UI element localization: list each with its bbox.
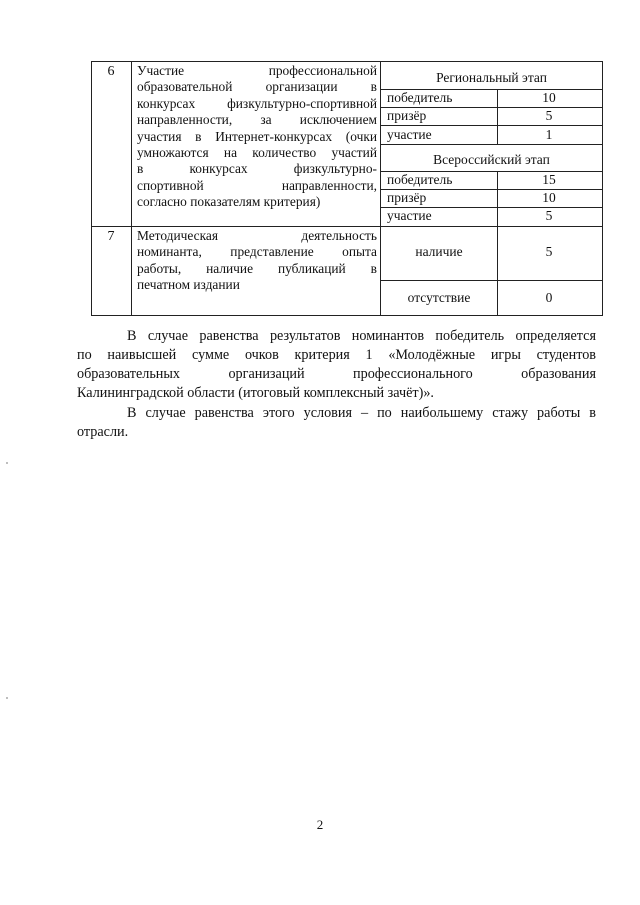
paragraph-line: В случае равенства этого условия – по наибольшему стажу работы в bbox=[127, 405, 596, 421]
description-line: в конкурсах физкультурно- bbox=[137, 161, 377, 177]
description-line: Методическая деятельность bbox=[137, 228, 377, 243]
secondary-tiebreak-paragraph bbox=[77, 404, 596, 442]
row-number: 7 bbox=[107, 229, 115, 244]
description-line: образовательной организации в bbox=[137, 79, 377, 95]
score-value: 10 bbox=[542, 90, 556, 105]
row-number: 6 bbox=[107, 64, 115, 79]
regional-stage-title: Региональный этап bbox=[436, 70, 547, 85]
description-line: согласно показателям критерия) bbox=[137, 194, 321, 210]
table-hline bbox=[380, 125, 603, 126]
score-label: отсутствие bbox=[407, 290, 471, 305]
description-line: конкурсах физкультурно-спортивной bbox=[137, 95, 377, 111]
description-line: Участие профессиональной bbox=[137, 63, 377, 78]
score-value: 5 bbox=[545, 244, 553, 259]
page-number: 2 bbox=[316, 817, 324, 832]
table-hline bbox=[380, 280, 603, 281]
table-border-number-col bbox=[131, 61, 132, 316]
table-row-separator bbox=[91, 226, 603, 227]
scan-speck bbox=[6, 697, 8, 699]
description-line: спортивной направленности, bbox=[137, 177, 377, 193]
score-value: 5 bbox=[545, 208, 553, 223]
paragraph-line: В случае равенства результатов номинантов победитель определяется bbox=[127, 328, 596, 344]
criterion-description bbox=[137, 228, 377, 294]
score-value: 10 bbox=[542, 190, 556, 205]
score-value: 0 bbox=[545, 290, 553, 305]
national-stage-title: Всероссийский этап bbox=[433, 152, 550, 167]
score-value: 1 bbox=[545, 127, 553, 142]
score-value: 5 bbox=[545, 108, 553, 123]
table-border-bottom bbox=[91, 315, 603, 316]
score-label: наличие bbox=[415, 244, 463, 259]
paragraph-line: образовательных организаций профессионального образования bbox=[77, 366, 596, 382]
tiebreak-paragraph bbox=[77, 327, 596, 403]
score-label: участие bbox=[387, 127, 432, 142]
score-label: победитель bbox=[387, 90, 453, 105]
score-value: 15 bbox=[542, 172, 556, 187]
paragraph-line: отрасли. bbox=[77, 424, 129, 440]
description-line: умножаются на количество участий bbox=[137, 145, 377, 161]
table-border-left bbox=[91, 61, 92, 316]
score-label: победитель bbox=[387, 172, 453, 187]
score-label: призёр bbox=[387, 108, 427, 123]
paragraph-line: по наивысшей сумме очков критерия 1 «Молодёжные игры студентов bbox=[77, 347, 596, 363]
table-hline bbox=[380, 144, 603, 145]
table-border-top bbox=[91, 61, 603, 62]
description-line: номинанта, представление опыта bbox=[137, 244, 377, 260]
description-line: участия в Интернет-конкурсах (очки bbox=[137, 128, 377, 144]
score-label: призёр bbox=[387, 190, 427, 205]
criterion-description bbox=[137, 63, 377, 211]
score-label: участие bbox=[387, 208, 432, 223]
description-line: печатном издании bbox=[137, 277, 240, 293]
description-line: направленности, за исключением bbox=[137, 112, 377, 128]
paragraph-line: Калининградской области (итоговый комплексный зачёт)». bbox=[77, 385, 434, 401]
description-line: работы, наличие публикаций в bbox=[137, 260, 377, 276]
scan-speck bbox=[6, 462, 8, 464]
